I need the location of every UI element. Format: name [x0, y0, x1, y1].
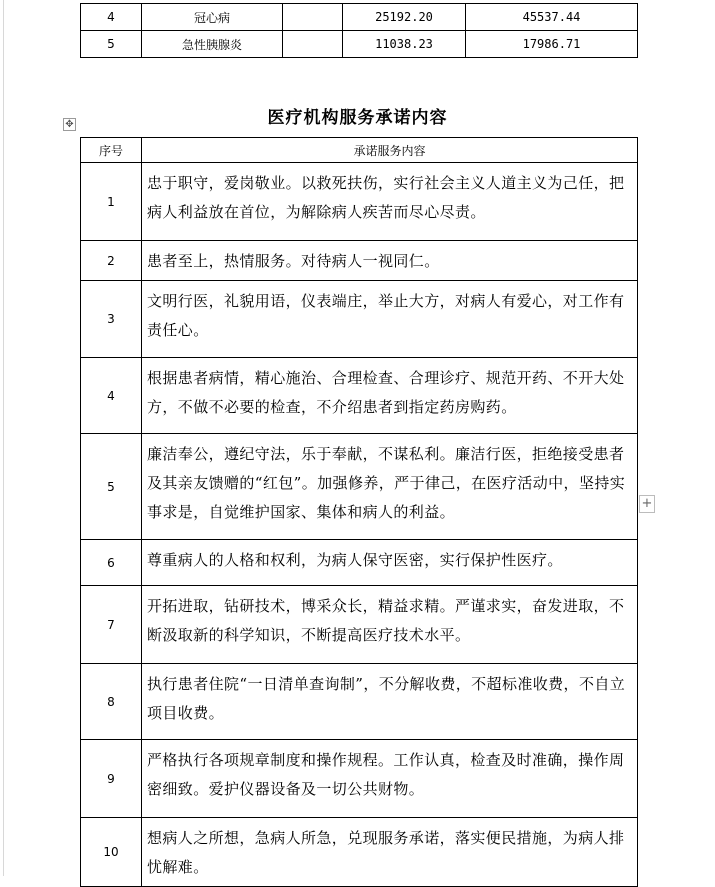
- row-index: 5: [81, 434, 142, 540]
- cost-value: 25192.20: [343, 4, 466, 31]
- page-margin-guide: [3, 0, 4, 876]
- row-index: 2: [81, 241, 142, 281]
- commitment-text: 廉洁奉公，遵纪守法，乐于奉献，不谋私利。廉洁行医，拒绝接受患者及其亲友馈赠的“红包”。加强修养，严于律己，在医疗活动中，坚持实事求是，自觉维护国家、集体和病人的利益。: [142, 434, 638, 540]
- table-row: [81, 358, 638, 434]
- row-index: 3: [81, 281, 142, 358]
- table-move-icon[interactable]: ✥: [63, 118, 76, 131]
- table-row: [81, 281, 638, 358]
- table-row: [81, 586, 638, 664]
- blank-cell: [283, 4, 343, 31]
- blank-cell: [283, 31, 343, 58]
- add-row-icon[interactable]: +: [639, 495, 655, 513]
- commitment-text: 尊重病人的人格和权利，为病人保守医密，实行保护性医疗。: [142, 540, 638, 586]
- commitment-text: 患者至上，热情服务。对待病人一视同仁。: [142, 241, 638, 281]
- cost-value: 45537.44: [466, 4, 638, 31]
- row-index: 7: [81, 586, 142, 664]
- table-row: [81, 740, 638, 818]
- row-index: 10: [81, 818, 142, 887]
- row-index: 5: [81, 31, 142, 58]
- table-row: [81, 241, 638, 281]
- row-index: 1: [81, 163, 142, 241]
- row-index: 8: [81, 664, 142, 740]
- disease-name: 冠心病: [142, 4, 283, 31]
- commitment-text: 文明行医，礼貌用语，仪表端庄，举止大方，对病人有爱心，对工作有责任心。: [142, 281, 638, 358]
- table-header-row: [81, 138, 638, 163]
- commitment-text: 忠于职守，爱岗敬业。以救死扶伤，实行社会主义人道主义为己任，把病人利益放在首位，为解除病人疾苦而尽心尽责。: [142, 163, 638, 241]
- row-index: 9: [81, 740, 142, 818]
- header-index: 序号: [81, 138, 142, 163]
- commitment-text: 根据患者病情，精心施治、合理检查、合理诊疗、规范开药、不开大处方，不做不必要的检查，不介绍患者到指定药房购药。: [142, 358, 638, 434]
- commitment-text: 严格执行各项规章制度和操作规程。工作认真，检查及时准确，操作周密细致。爱护仪器设备及一切公共财物。: [142, 740, 638, 818]
- commitment-text: 执行患者住院“一日清单查询制”，不分解收费，不超标准收费，不自立项目收费。: [142, 664, 638, 740]
- cost-table: [80, 3, 638, 58]
- table-row: [81, 4, 638, 31]
- table-row: [81, 540, 638, 586]
- commitment-text: 想病人之所想，急病人所急，兑现服务承诺，落实便民措施，为病人排忧解难。: [142, 818, 638, 887]
- cost-value: 11038.23: [343, 31, 466, 58]
- table-row: [81, 664, 638, 740]
- page-title: 医疗机构服务承诺内容: [267, 108, 448, 128]
- header-content: 承诺服务内容: [142, 138, 638, 163]
- table-row: [81, 434, 638, 540]
- row-index: 6: [81, 540, 142, 586]
- cost-value: 17986.71: [466, 31, 638, 58]
- table-row: [81, 31, 638, 58]
- commitment-text: 开拓进取，钻研技术，博采众长，精益求精。严谨求实，奋发进取，不断汲取新的科学知识，不断提高医疗技术水平。: [142, 586, 638, 664]
- commitment-table: [80, 137, 638, 887]
- row-index: 4: [81, 358, 142, 434]
- table-row: [81, 163, 638, 241]
- disease-name: 急性胰腺炎: [142, 31, 283, 58]
- table-row: [81, 818, 638, 887]
- row-index: 4: [81, 4, 142, 31]
